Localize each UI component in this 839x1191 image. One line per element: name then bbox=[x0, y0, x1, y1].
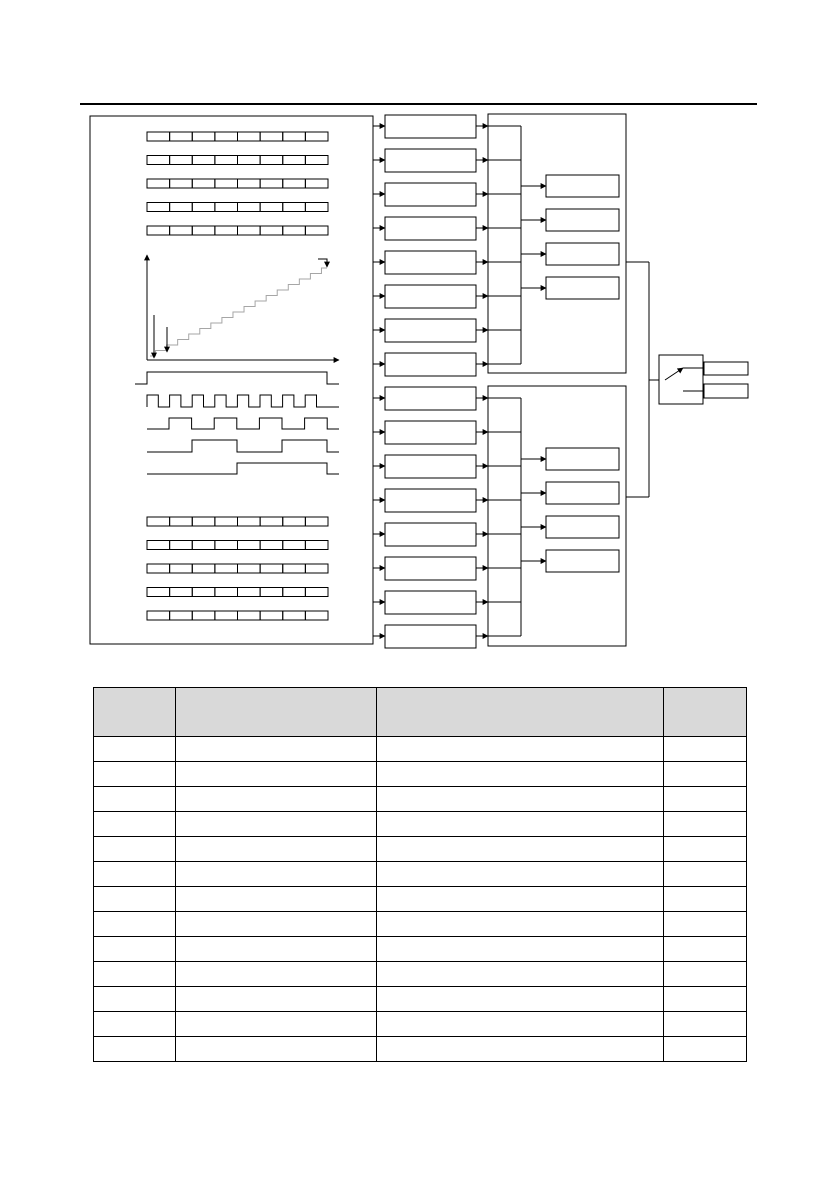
selector-switch bbox=[626, 262, 748, 497]
table-cell bbox=[94, 862, 176, 887]
bar-segment bbox=[147, 517, 170, 526]
middle-block bbox=[385, 557, 476, 580]
bar-segment bbox=[260, 156, 283, 165]
selector-output-1 bbox=[704, 362, 748, 375]
bar-segment bbox=[260, 611, 283, 620]
table-cell bbox=[377, 737, 664, 762]
table-cell bbox=[377, 962, 664, 987]
table-cell bbox=[664, 812, 747, 837]
table-row bbox=[94, 887, 747, 912]
table-body bbox=[94, 737, 747, 1062]
bar-segment bbox=[192, 226, 215, 235]
bar-segment bbox=[283, 541, 306, 550]
output-block bbox=[546, 550, 619, 572]
bar-segment bbox=[215, 588, 238, 597]
table-cell bbox=[94, 837, 176, 862]
bar-segment bbox=[260, 541, 283, 550]
table-row bbox=[94, 1037, 747, 1062]
middle-block bbox=[385, 625, 476, 648]
bar-segment bbox=[147, 564, 170, 573]
table-cell bbox=[176, 962, 377, 987]
selector-contact bbox=[665, 368, 683, 380]
bar-segment bbox=[283, 564, 306, 573]
table-cell bbox=[664, 1012, 747, 1037]
header-cell bbox=[377, 688, 664, 737]
table-cell bbox=[664, 862, 747, 887]
ramp-corner-arrow bbox=[318, 259, 327, 267]
output-block bbox=[546, 516, 619, 538]
table-row bbox=[94, 862, 747, 887]
bar-segment bbox=[260, 132, 283, 141]
table-cell bbox=[664, 887, 747, 912]
bar-segment bbox=[260, 564, 283, 573]
bar-segment bbox=[305, 226, 328, 235]
bar-segment bbox=[215, 564, 238, 573]
output-block bbox=[546, 175, 619, 197]
table-cell bbox=[176, 887, 377, 912]
table-cell bbox=[377, 1012, 664, 1037]
middle-block bbox=[385, 217, 476, 240]
header-cell bbox=[176, 688, 377, 737]
bar-segment bbox=[192, 179, 215, 188]
output-block bbox=[546, 243, 619, 265]
table-cell bbox=[176, 1012, 377, 1037]
bar-segment bbox=[192, 156, 215, 165]
table-cell bbox=[94, 1037, 176, 1062]
table-row bbox=[94, 937, 747, 962]
bar-segment bbox=[170, 564, 193, 573]
table-cell bbox=[176, 987, 377, 1012]
pulse-waveform bbox=[147, 395, 339, 407]
bar-segment bbox=[283, 132, 306, 141]
bar-segment bbox=[283, 203, 306, 212]
table-cell bbox=[94, 1012, 176, 1037]
table-cell bbox=[377, 787, 664, 812]
middle-block bbox=[385, 455, 476, 478]
bar-segment bbox=[170, 611, 193, 620]
bar-segment bbox=[147, 611, 170, 620]
bar-segment bbox=[238, 156, 261, 165]
segmented-bars-bottom bbox=[147, 517, 328, 620]
bar-segment bbox=[238, 611, 261, 620]
table-cell bbox=[377, 812, 664, 837]
bar-segment bbox=[305, 156, 328, 165]
bar-segment bbox=[238, 226, 261, 235]
middle-block bbox=[385, 421, 476, 444]
bar-segment bbox=[192, 588, 215, 597]
bar-segment bbox=[192, 517, 215, 526]
middle-block bbox=[385, 251, 476, 274]
bar-segment bbox=[283, 588, 306, 597]
bar-segment bbox=[238, 541, 261, 550]
bar-segment bbox=[215, 132, 238, 141]
bar-segment bbox=[147, 588, 170, 597]
bar-segment bbox=[305, 203, 328, 212]
selector-output-2 bbox=[704, 384, 748, 398]
pulse-waveform bbox=[147, 463, 339, 474]
bar-segment bbox=[283, 517, 306, 526]
bar-segment bbox=[192, 611, 215, 620]
middle-block bbox=[385, 387, 476, 410]
bar-segment bbox=[238, 588, 261, 597]
bar-segment bbox=[215, 203, 238, 212]
bar-segment bbox=[170, 132, 193, 141]
table-cell bbox=[664, 837, 747, 862]
bar-segment bbox=[170, 203, 193, 212]
table-cell bbox=[176, 787, 377, 812]
table-row bbox=[94, 962, 747, 987]
table-cell bbox=[94, 887, 176, 912]
table-cell bbox=[377, 937, 664, 962]
table-header-row bbox=[94, 688, 747, 737]
table-row bbox=[94, 987, 747, 1012]
bar-segment bbox=[260, 588, 283, 597]
pulse-waveform bbox=[147, 440, 339, 452]
bar-segment bbox=[147, 226, 170, 235]
table-cell bbox=[377, 1037, 664, 1062]
table-row bbox=[94, 1012, 747, 1037]
table-cell bbox=[664, 1037, 747, 1062]
bar-segment bbox=[147, 203, 170, 212]
output-block bbox=[546, 209, 619, 231]
table-row bbox=[94, 812, 747, 837]
bar-segment bbox=[238, 564, 261, 573]
table-cell bbox=[94, 737, 176, 762]
table-row bbox=[94, 837, 747, 862]
output-block bbox=[546, 277, 619, 299]
bar-segment bbox=[170, 541, 193, 550]
bar-segment bbox=[305, 179, 328, 188]
table-cell bbox=[664, 937, 747, 962]
middle-block bbox=[385, 115, 476, 138]
bar-segment bbox=[170, 179, 193, 188]
table-cell bbox=[664, 987, 747, 1012]
bar-segment bbox=[305, 611, 328, 620]
bar-segment bbox=[215, 541, 238, 550]
bar-segment bbox=[260, 203, 283, 212]
ramp-step-curve bbox=[150, 268, 327, 356]
bar-segment bbox=[305, 132, 328, 141]
bar-segment bbox=[283, 156, 306, 165]
table-cell bbox=[377, 762, 664, 787]
table-row bbox=[94, 787, 747, 812]
bar-segment bbox=[305, 541, 328, 550]
bar-segment bbox=[260, 179, 283, 188]
table-cell bbox=[664, 762, 747, 787]
table-cell bbox=[377, 862, 664, 887]
table-cell bbox=[94, 962, 176, 987]
summing-groups bbox=[488, 114, 626, 646]
table-cell bbox=[176, 912, 377, 937]
bar-segment bbox=[260, 226, 283, 235]
table-cell bbox=[176, 1037, 377, 1062]
bar-segment bbox=[170, 226, 193, 235]
bar-segment bbox=[147, 541, 170, 550]
table-cell bbox=[664, 962, 747, 987]
output-block bbox=[546, 482, 619, 504]
bar-segment bbox=[192, 203, 215, 212]
middle-block bbox=[385, 353, 476, 376]
bar-segment bbox=[192, 132, 215, 141]
table-cell bbox=[176, 837, 377, 862]
table-cell bbox=[94, 912, 176, 937]
bar-segment bbox=[238, 517, 261, 526]
bar-segment bbox=[238, 179, 261, 188]
table-cell bbox=[176, 937, 377, 962]
bar-segment bbox=[238, 203, 261, 212]
table-cell bbox=[377, 912, 664, 937]
bar-segment bbox=[192, 541, 215, 550]
bar-segment bbox=[260, 517, 283, 526]
left-panel bbox=[90, 116, 373, 644]
table-cell bbox=[176, 862, 377, 887]
table-cell bbox=[94, 812, 176, 837]
pulse-waveform bbox=[147, 418, 339, 429]
pulse-waveforms bbox=[135, 372, 339, 474]
pulse-waveform bbox=[135, 372, 339, 384]
middle-block-column bbox=[373, 115, 488, 648]
bar-segment bbox=[147, 179, 170, 188]
table-cell bbox=[94, 987, 176, 1012]
ramp-graph bbox=[147, 255, 339, 360]
bar-segment bbox=[215, 179, 238, 188]
bar-segment bbox=[283, 226, 306, 235]
segmented-bars-top bbox=[147, 132, 328, 235]
table-cell bbox=[377, 887, 664, 912]
middle-block bbox=[385, 591, 476, 614]
bar-segment bbox=[147, 132, 170, 141]
output-block bbox=[546, 448, 619, 470]
bar-segment bbox=[305, 517, 328, 526]
middle-block bbox=[385, 285, 476, 308]
parameter-table bbox=[93, 687, 747, 1062]
bar-segment bbox=[283, 179, 306, 188]
bar-segment bbox=[192, 564, 215, 573]
middle-block bbox=[385, 319, 476, 342]
bar-segment bbox=[305, 564, 328, 573]
table-cell bbox=[664, 787, 747, 812]
bar-segment bbox=[215, 517, 238, 526]
table-cell bbox=[664, 737, 747, 762]
bar-segment bbox=[170, 588, 193, 597]
bar-segment bbox=[215, 156, 238, 165]
header-cell bbox=[94, 688, 176, 737]
middle-block bbox=[385, 149, 476, 172]
table-cell bbox=[377, 837, 664, 862]
bar-segment bbox=[305, 588, 328, 597]
table-cell bbox=[176, 762, 377, 787]
table-row bbox=[94, 737, 747, 762]
table-cell bbox=[377, 987, 664, 1012]
table-cell bbox=[94, 762, 176, 787]
header-cell bbox=[664, 688, 747, 737]
bar-segment bbox=[215, 611, 238, 620]
table-cell bbox=[176, 812, 377, 837]
bar-segment bbox=[147, 156, 170, 165]
table-cell bbox=[664, 912, 747, 937]
bar-segment bbox=[215, 226, 238, 235]
table-cell bbox=[176, 737, 377, 762]
bar-segment bbox=[283, 611, 306, 620]
table-cell bbox=[94, 787, 176, 812]
table-row bbox=[94, 912, 747, 937]
bar-segment bbox=[170, 517, 193, 526]
table-row bbox=[94, 762, 747, 787]
bar-segment bbox=[170, 156, 193, 165]
bar-segment bbox=[238, 132, 261, 141]
middle-block bbox=[385, 489, 476, 512]
middle-block bbox=[385, 523, 476, 546]
table-cell bbox=[94, 937, 176, 962]
middle-block bbox=[385, 183, 476, 206]
